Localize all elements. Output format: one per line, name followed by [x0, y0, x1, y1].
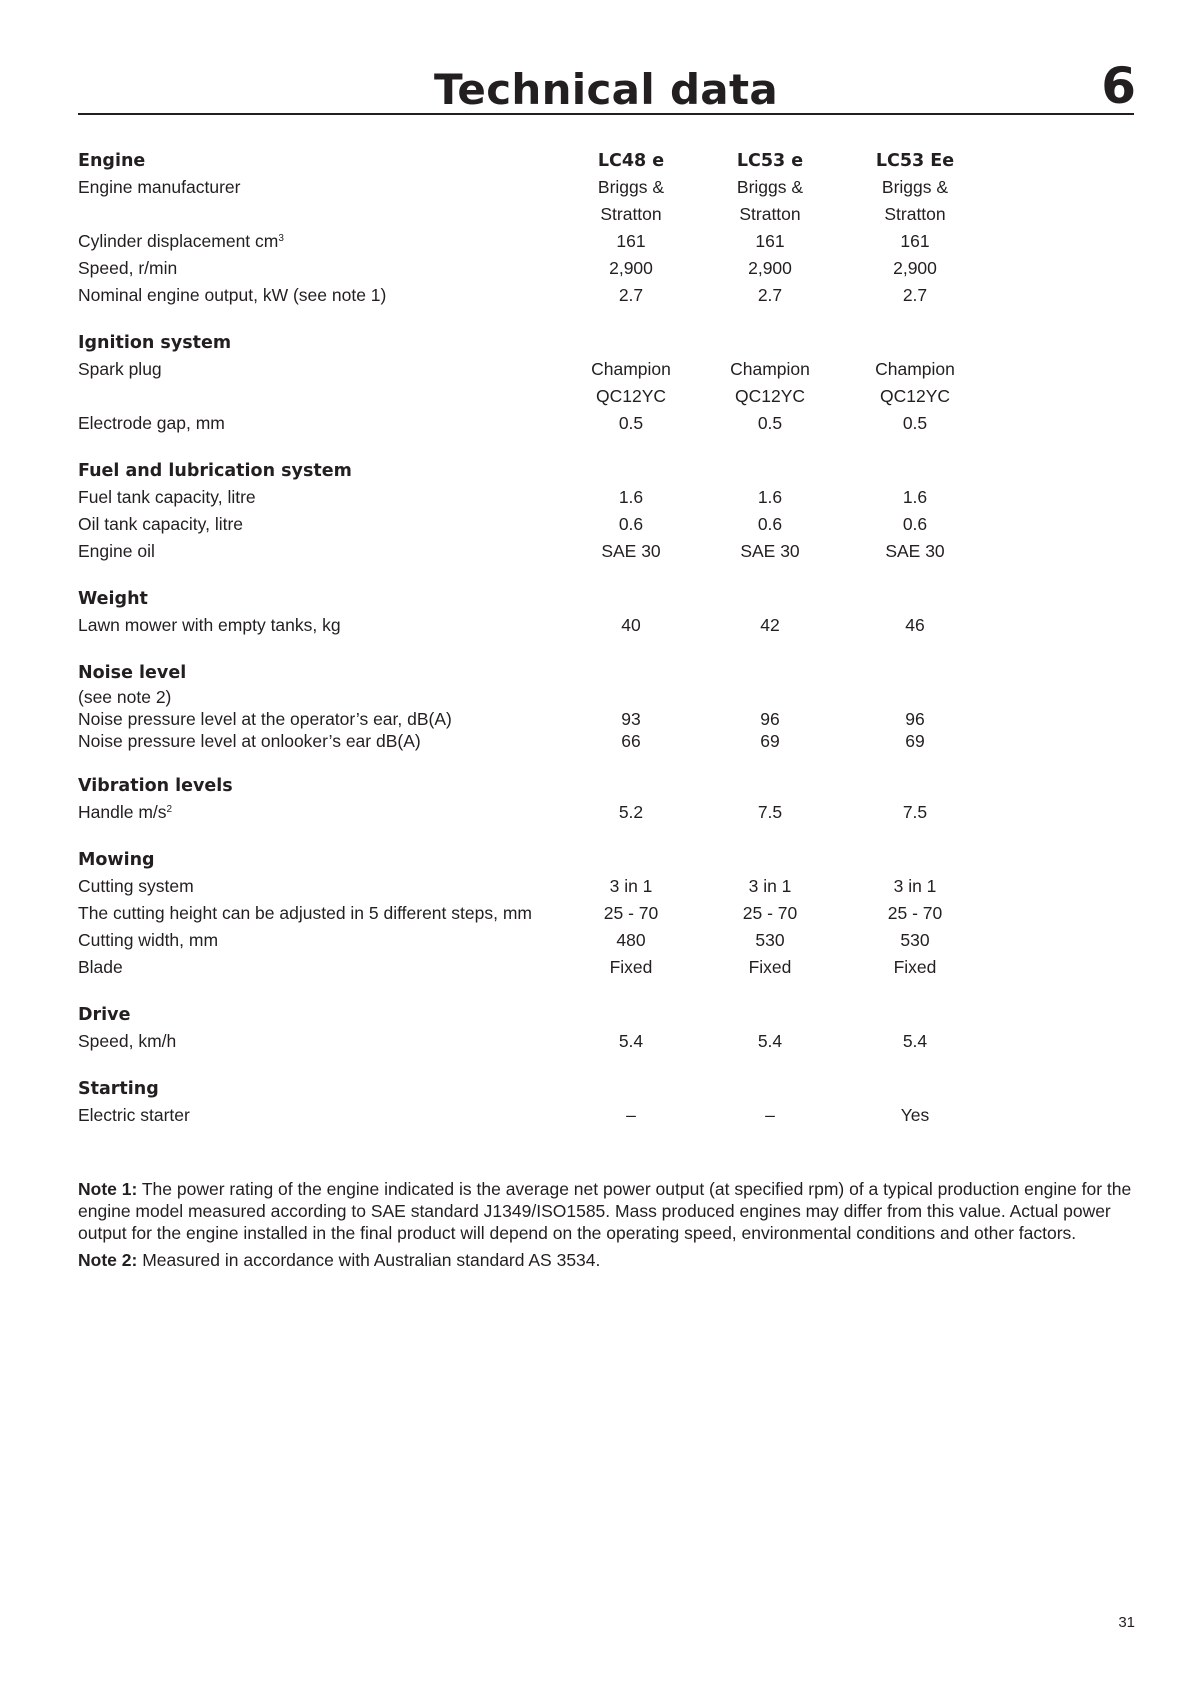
spec-value: 7.5 [757, 802, 783, 822]
spec-value: Briggs & [736, 177, 804, 197]
spec-row [78, 538, 978, 565]
spec-label [78, 255, 177, 282]
spec-value: 2,900 [748, 258, 792, 278]
spec-row [78, 1102, 978, 1129]
spec-value: 42 [760, 615, 780, 635]
spec-row [78, 255, 978, 282]
section-heading: Engine [78, 151, 146, 171]
spec-label [78, 356, 162, 383]
spec-row [78, 686, 978, 708]
spec-value: Champion [591, 359, 671, 379]
spec-value: 0.6 [757, 514, 783, 534]
note-1 [78, 1178, 1136, 1244]
spec-label [78, 410, 225, 437]
spec-value: 1.6 [618, 487, 644, 507]
spec-value: 25 - 70 [603, 903, 659, 923]
spec-row [78, 174, 978, 201]
spec-value: 5.4 [618, 1031, 644, 1051]
spec-row [78, 511, 978, 538]
spec-value: SAE 30 [601, 541, 661, 561]
section-heading: Drive [78, 1005, 131, 1025]
spec-label [78, 282, 386, 309]
note-2 [78, 1249, 1136, 1271]
spec-label-text: Electrode gap, mm [78, 413, 225, 433]
spec-value: 46 [905, 615, 925, 635]
spec-value: 1.6 [902, 487, 928, 507]
spec-value: Fixed [609, 957, 653, 977]
section-heading-row [78, 330, 978, 356]
note-text: The power rating of the engine indicated is the average net power output (at specified rpm) of a typical production engine for the engine model measured according to SAE standard J1349/ISO1585. Mass produced engines may differ from this value. Actual power output for the engine installed in the final product will depend on the operating speed, environmental conditions and other factors. [78, 1179, 1132, 1243]
spec-value: 7.5 [902, 802, 928, 822]
technical-data-table [78, 148, 978, 1129]
section-gap [78, 981, 978, 1002]
spec-value: Champion [730, 359, 810, 379]
spec-label-text: Cylinder displacement cm [78, 231, 279, 251]
spec-label [78, 730, 421, 752]
model-header: LC53 Ee [875, 151, 955, 171]
section-heading-row [78, 458, 978, 484]
spec-label [78, 954, 123, 981]
spec-value: 5.2 [618, 802, 644, 822]
spec-label-text: Cutting system [78, 876, 194, 896]
section-heading-row [78, 1002, 978, 1028]
spec-label-text: Nominal engine output, kW (see note 1) [78, 285, 387, 305]
spec-value: QC12YC [879, 386, 951, 406]
model-header: LC48 e [597, 151, 665, 171]
spec-value: – [626, 1105, 636, 1125]
spec-value: Briggs & [881, 177, 949, 197]
spec-value: – [765, 1105, 775, 1125]
spec-value: 40 [621, 615, 641, 635]
spec-value: Yes [900, 1105, 930, 1125]
section-gap [78, 752, 978, 773]
unit-superscript: 2 [166, 804, 173, 815]
spec-label-text: (see note 2) [78, 687, 172, 707]
spec-label [78, 228, 284, 255]
section-heading-row [78, 586, 978, 612]
spec-row [78, 799, 978, 826]
spec-value: 2.7 [757, 285, 783, 305]
spec-value: 2.7 [902, 285, 928, 305]
section-gap [78, 639, 978, 660]
section-gap [78, 565, 978, 586]
spec-value: 25 - 70 [742, 903, 798, 923]
spec-value: SAE 30 [740, 541, 800, 561]
spec-value: Fixed [748, 957, 792, 977]
section-heading: Fuel and lubrication system [78, 461, 352, 481]
spec-label-text: Fuel tank capacity, litre [78, 487, 256, 507]
notes [78, 1178, 1136, 1276]
spec-label-text: Speed, km/h [78, 1031, 177, 1051]
section-heading: Starting [78, 1079, 159, 1099]
spec-label-text: Blade [78, 957, 123, 977]
spec-label [78, 900, 532, 927]
spec-row [78, 873, 978, 900]
spec-row [78, 612, 978, 639]
spec-label-text: Noise pressure level at the operator’s ear, dB(A) [78, 709, 452, 729]
spec-label-text: The cutting height can be adjusted in 5 different steps, mm [78, 903, 532, 923]
section-heading: Mowing [78, 850, 155, 870]
spec-value: 96 [760, 709, 780, 729]
spec-value: 66 [621, 731, 641, 751]
section-gap [78, 826, 978, 847]
spec-value: 0.5 [618, 413, 644, 433]
spec-row [78, 1028, 978, 1055]
note-label: Note 1: [78, 1179, 138, 1199]
spec-value: 2,900 [609, 258, 653, 278]
spec-value: 1.6 [757, 487, 783, 507]
spec-row [78, 228, 978, 255]
section-heading: Weight [78, 589, 148, 609]
page-header [78, 55, 1134, 115]
spec-row [78, 708, 978, 730]
page-number: 31 [1118, 1614, 1135, 1631]
spec-label [78, 612, 341, 639]
section-heading-row [78, 773, 978, 799]
spec-value: 3 in 1 [609, 876, 653, 896]
spec-value: QC12YC [734, 386, 806, 406]
spec-label-text: Oil tank capacity, litre [78, 514, 244, 534]
spec-label [78, 1102, 190, 1129]
spec-label-text: Cutting width, mm [78, 930, 219, 950]
spec-value: 93 [621, 709, 641, 729]
spec-row [78, 201, 978, 228]
spec-row [78, 484, 978, 511]
spec-row [78, 900, 978, 927]
spec-row [78, 356, 978, 383]
spec-label [78, 538, 155, 565]
model-header: LC53 e [736, 151, 804, 171]
spec-label-text: Spark plug [78, 359, 162, 379]
spec-row [78, 410, 978, 437]
spec-label [78, 484, 256, 511]
spec-value: 3 in 1 [893, 876, 937, 896]
spec-value: 0.5 [902, 413, 928, 433]
spec-label-text: Lawn mower with empty tanks, kg [78, 615, 341, 635]
spec-value: 530 [755, 930, 785, 950]
spec-value: Stratton [739, 204, 801, 224]
spec-label-text: Engine manufacturer [78, 177, 241, 197]
section-heading: Noise level [78, 663, 187, 683]
spec-label [78, 686, 171, 708]
spec-value: 2.7 [618, 285, 644, 305]
spec-value: QC12YC [595, 386, 667, 406]
spec-value: 0.6 [618, 514, 644, 534]
spec-value: Stratton [884, 204, 946, 224]
spec-value: 69 [760, 731, 780, 751]
spec-value: 5.4 [757, 1031, 783, 1051]
page-title: Technical data [434, 65, 778, 114]
note-text: Measured in accordance with Australian standard AS 3534. [142, 1250, 601, 1270]
spec-value: 3 in 1 [748, 876, 792, 896]
spec-value: 96 [905, 709, 925, 729]
spec-label-text: Electric starter [78, 1105, 190, 1125]
spec-label [78, 708, 452, 730]
section-gap [78, 1055, 978, 1076]
spec-row [78, 282, 978, 309]
note-label: Note 2: [78, 1250, 138, 1270]
spec-value: 2,900 [893, 258, 937, 278]
spec-label [78, 511, 243, 538]
section-gap [78, 437, 978, 458]
spec-value: Fixed [893, 957, 937, 977]
spec-value: 5.4 [902, 1031, 928, 1051]
spec-label-text: Speed, r/min [78, 258, 178, 278]
spec-value: 161 [900, 231, 930, 251]
spec-value: 161 [755, 231, 785, 251]
spec-label-text: Handle m/s [78, 802, 167, 822]
section-heading-row [78, 1076, 978, 1102]
spec-value: Briggs & [597, 177, 665, 197]
section-heading: Vibration levels [78, 776, 233, 796]
spec-label [78, 927, 218, 954]
spec-label [78, 174, 240, 201]
spec-value: 25 - 70 [887, 903, 943, 923]
section-heading-row [78, 660, 978, 686]
spec-row [78, 927, 978, 954]
spec-row [78, 383, 978, 410]
section-gap [78, 309, 978, 330]
spec-value: Champion [875, 359, 955, 379]
section-heading: Ignition system [78, 333, 232, 353]
section-heading-row [78, 847, 978, 873]
spec-value: 530 [900, 930, 930, 950]
spec-row [78, 730, 978, 752]
spec-value: SAE 30 [885, 541, 945, 561]
section-heading-row [78, 148, 978, 174]
chapter-number: 6 [1101, 57, 1136, 115]
spec-label-text: Noise pressure level at onlooker’s ear dB(A) [78, 731, 421, 751]
spec-label [78, 1028, 176, 1055]
spec-label [78, 799, 172, 826]
spec-value: 161 [616, 231, 646, 251]
spec-row [78, 954, 978, 981]
spec-value: 0.6 [902, 514, 928, 534]
spec-label-text: Engine oil [78, 541, 155, 561]
spec-value: 480 [616, 930, 646, 950]
unit-superscript: 3 [278, 233, 284, 244]
spec-value: 69 [905, 731, 925, 751]
spec-value: Stratton [600, 204, 662, 224]
spec-label [78, 873, 194, 900]
spec-value: 0.5 [757, 413, 783, 433]
